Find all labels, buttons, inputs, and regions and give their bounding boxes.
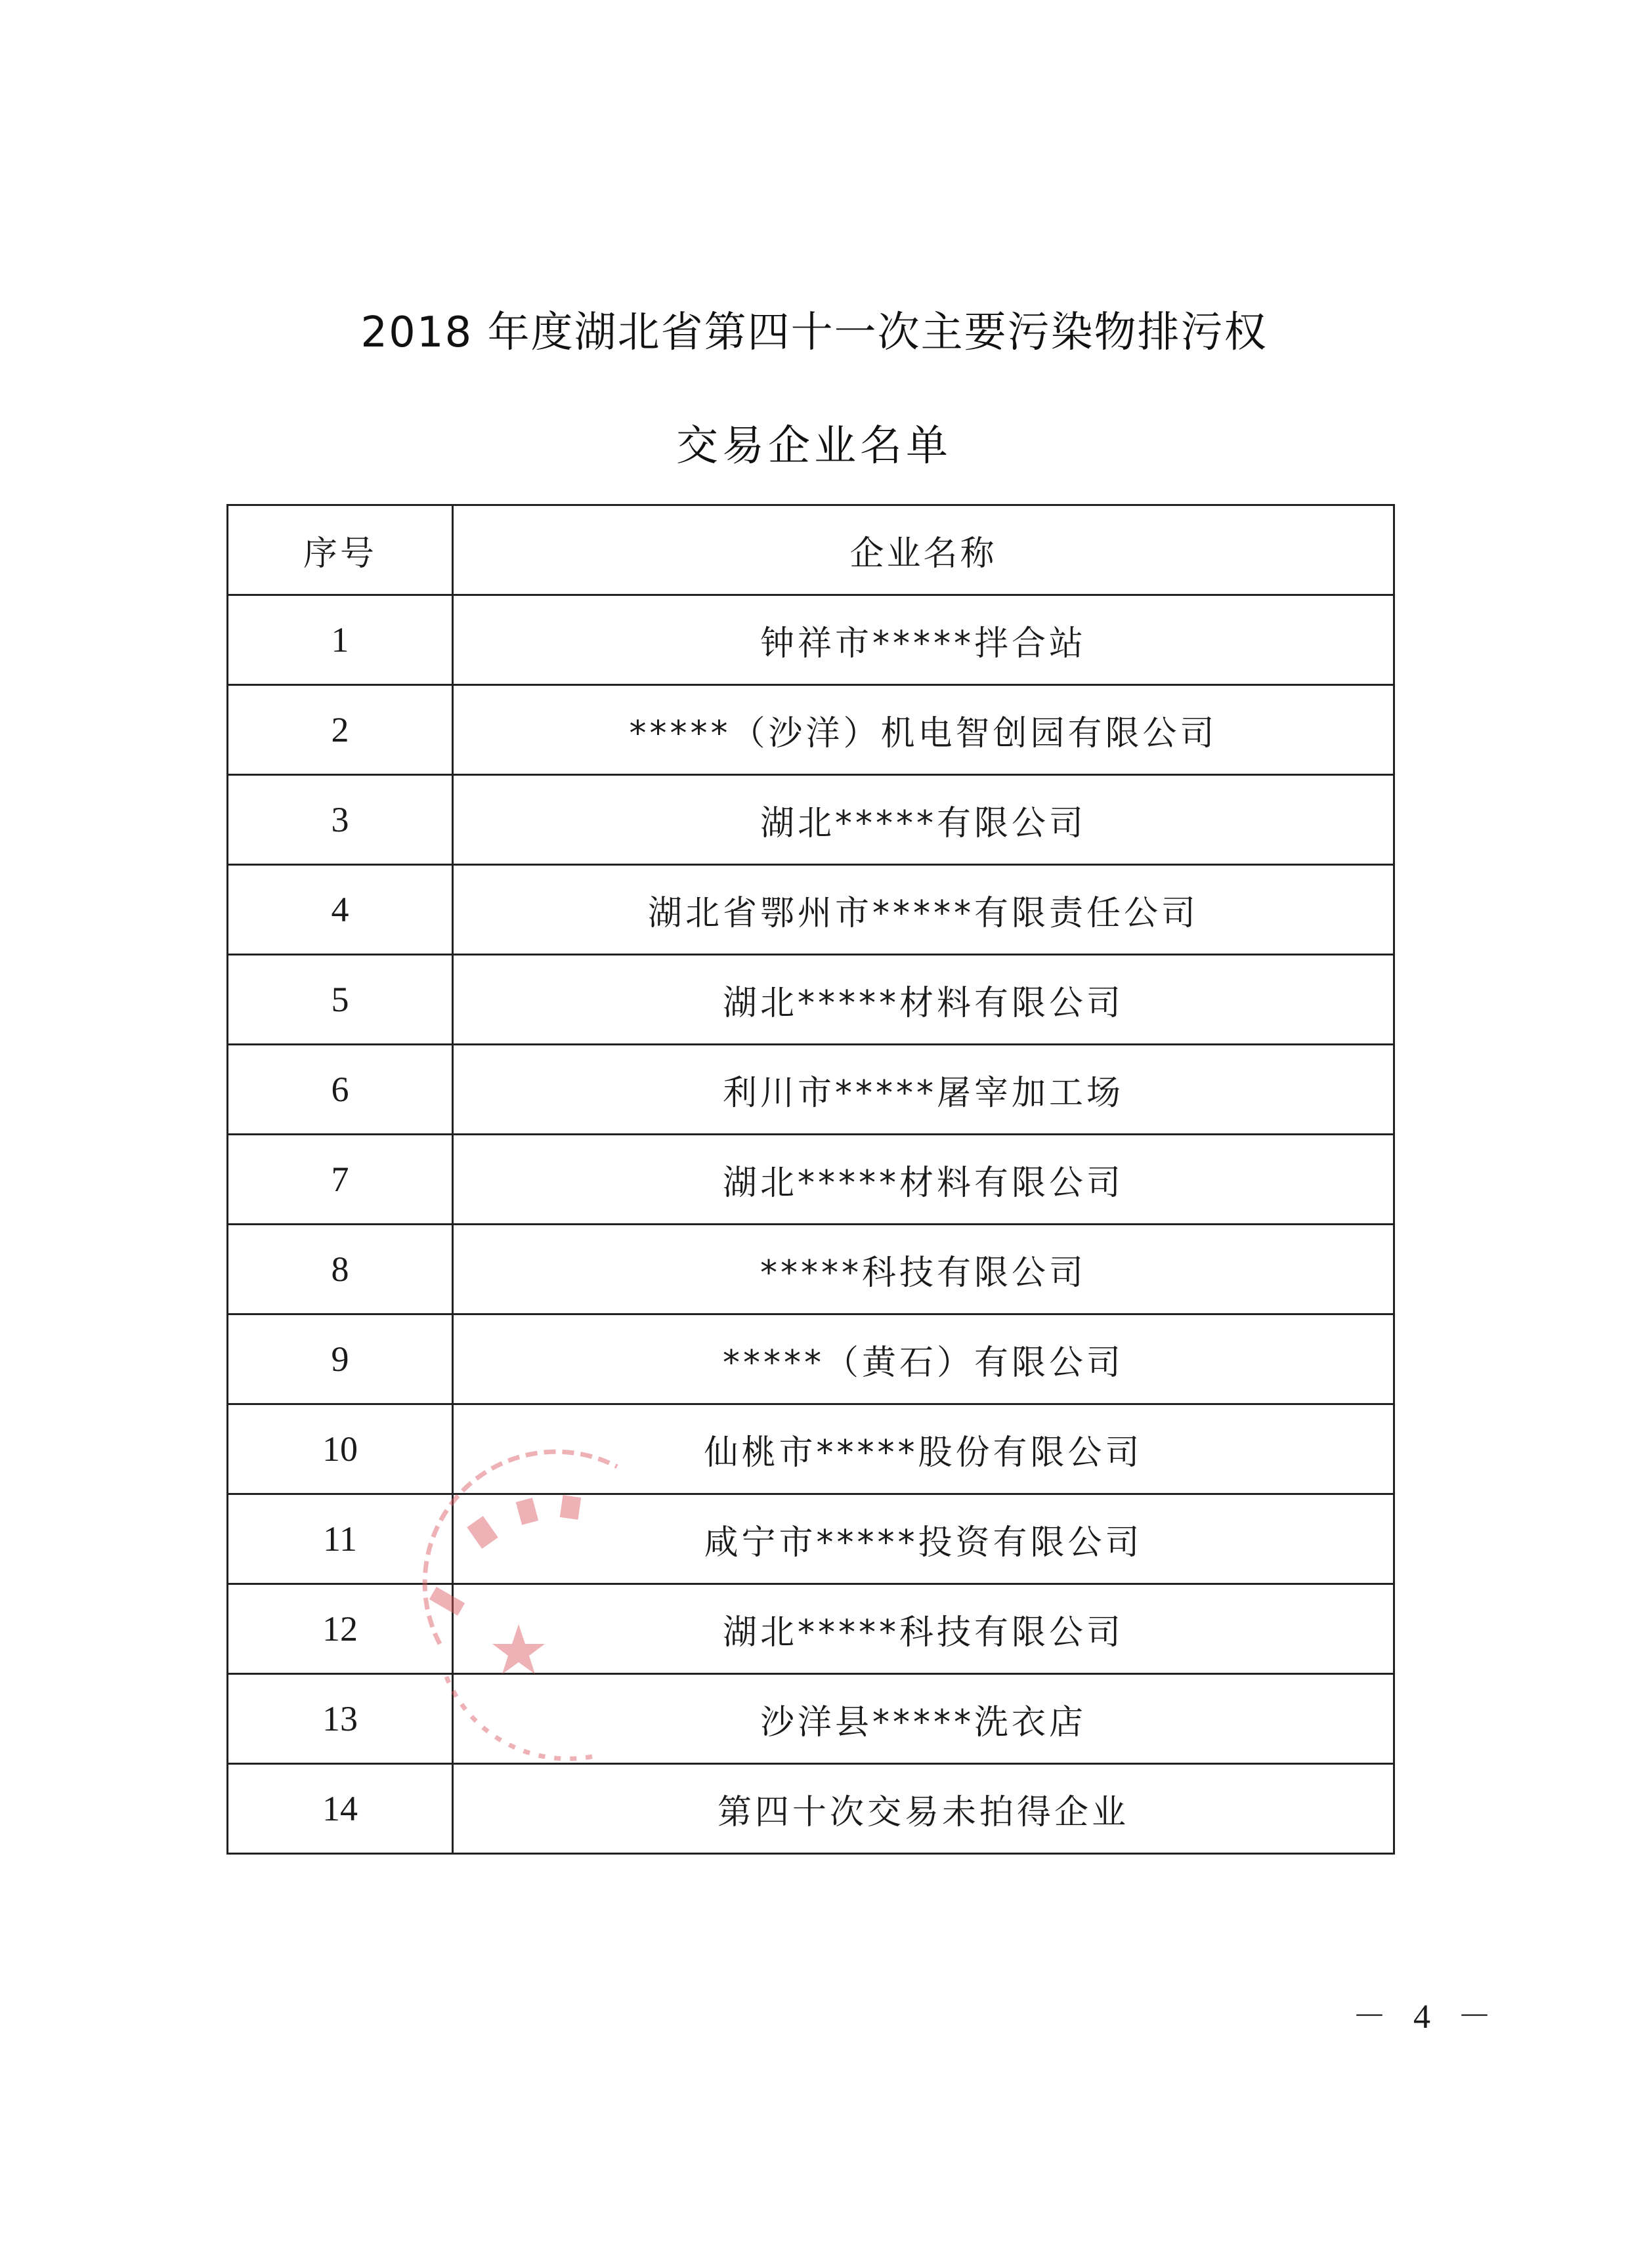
row-enterprise-name: 钟祥市*****拌合站: [453, 595, 1394, 685]
table-row: [228, 955, 1394, 1045]
row-enterprise-name: 湖北*****材料有限公司: [453, 1135, 1394, 1225]
row-number: 9: [228, 1314, 453, 1404]
enterprise-table: [226, 504, 1395, 1855]
table-row: [228, 1764, 1394, 1854]
table-header-row: [228, 505, 1394, 595]
row-number: 7: [228, 1135, 453, 1225]
row-number: 10: [228, 1404, 453, 1494]
table-row: [228, 1045, 1394, 1135]
table-row: [228, 775, 1394, 865]
row-enterprise-name: 湖北*****有限公司: [453, 775, 1394, 865]
page-number: － 4 －: [1352, 1998, 1501, 2036]
row-number: 13: [228, 1674, 453, 1764]
row-number: 2: [228, 685, 453, 775]
row-number: 6: [228, 1045, 453, 1135]
row-enterprise-name: *****（沙洋）机电智创园有限公司: [453, 685, 1394, 775]
row-enterprise-name: *****科技有限公司: [453, 1225, 1394, 1314]
document-title-line-1: 2018 年度湖北省第四十一次主要污染物排污权: [360, 308, 1268, 357]
table-row: [228, 865, 1394, 955]
table-row: [228, 1135, 1394, 1225]
table-row: [228, 1314, 1394, 1404]
table-row: [228, 1404, 1394, 1494]
row-enterprise-name: *****（黄石）有限公司: [453, 1314, 1394, 1404]
row-number: 5: [228, 955, 453, 1045]
table-row: [228, 595, 1394, 685]
row-number: 3: [228, 775, 453, 865]
header-enterprise-name: 企业名称: [453, 505, 1394, 595]
row-number: 4: [228, 865, 453, 955]
row-number: 12: [228, 1584, 453, 1674]
table-row: [228, 1225, 1394, 1314]
row-number: 1: [228, 595, 453, 685]
row-number: 14: [228, 1764, 453, 1854]
table-row: [228, 1494, 1394, 1584]
row-enterprise-name: 沙洋县*****洗衣店: [453, 1674, 1394, 1764]
table-row: [228, 1674, 1394, 1764]
row-enterprise-name: 第四十次交易未拍得企业: [453, 1764, 1394, 1854]
table-row: [228, 1584, 1394, 1674]
row-enterprise-name: 利川市*****屠宰加工场: [453, 1045, 1394, 1135]
document-title-line-2: 交易企业名单: [676, 422, 952, 471]
row-enterprise-name: 湖北省鄂州市*****有限责任公司: [453, 865, 1394, 955]
row-enterprise-name: 仙桃市*****股份有限公司: [453, 1404, 1394, 1494]
header-serial-number: 序号: [228, 505, 453, 595]
row-enterprise-name: 湖北*****科技有限公司: [453, 1584, 1394, 1674]
row-number: 8: [228, 1225, 453, 1314]
row-enterprise-name: 湖北*****材料有限公司: [453, 955, 1394, 1045]
row-enterprise-name: 咸宁市*****投资有限公司: [453, 1494, 1394, 1584]
row-number: 11: [228, 1494, 453, 1584]
table-row: [228, 685, 1394, 775]
